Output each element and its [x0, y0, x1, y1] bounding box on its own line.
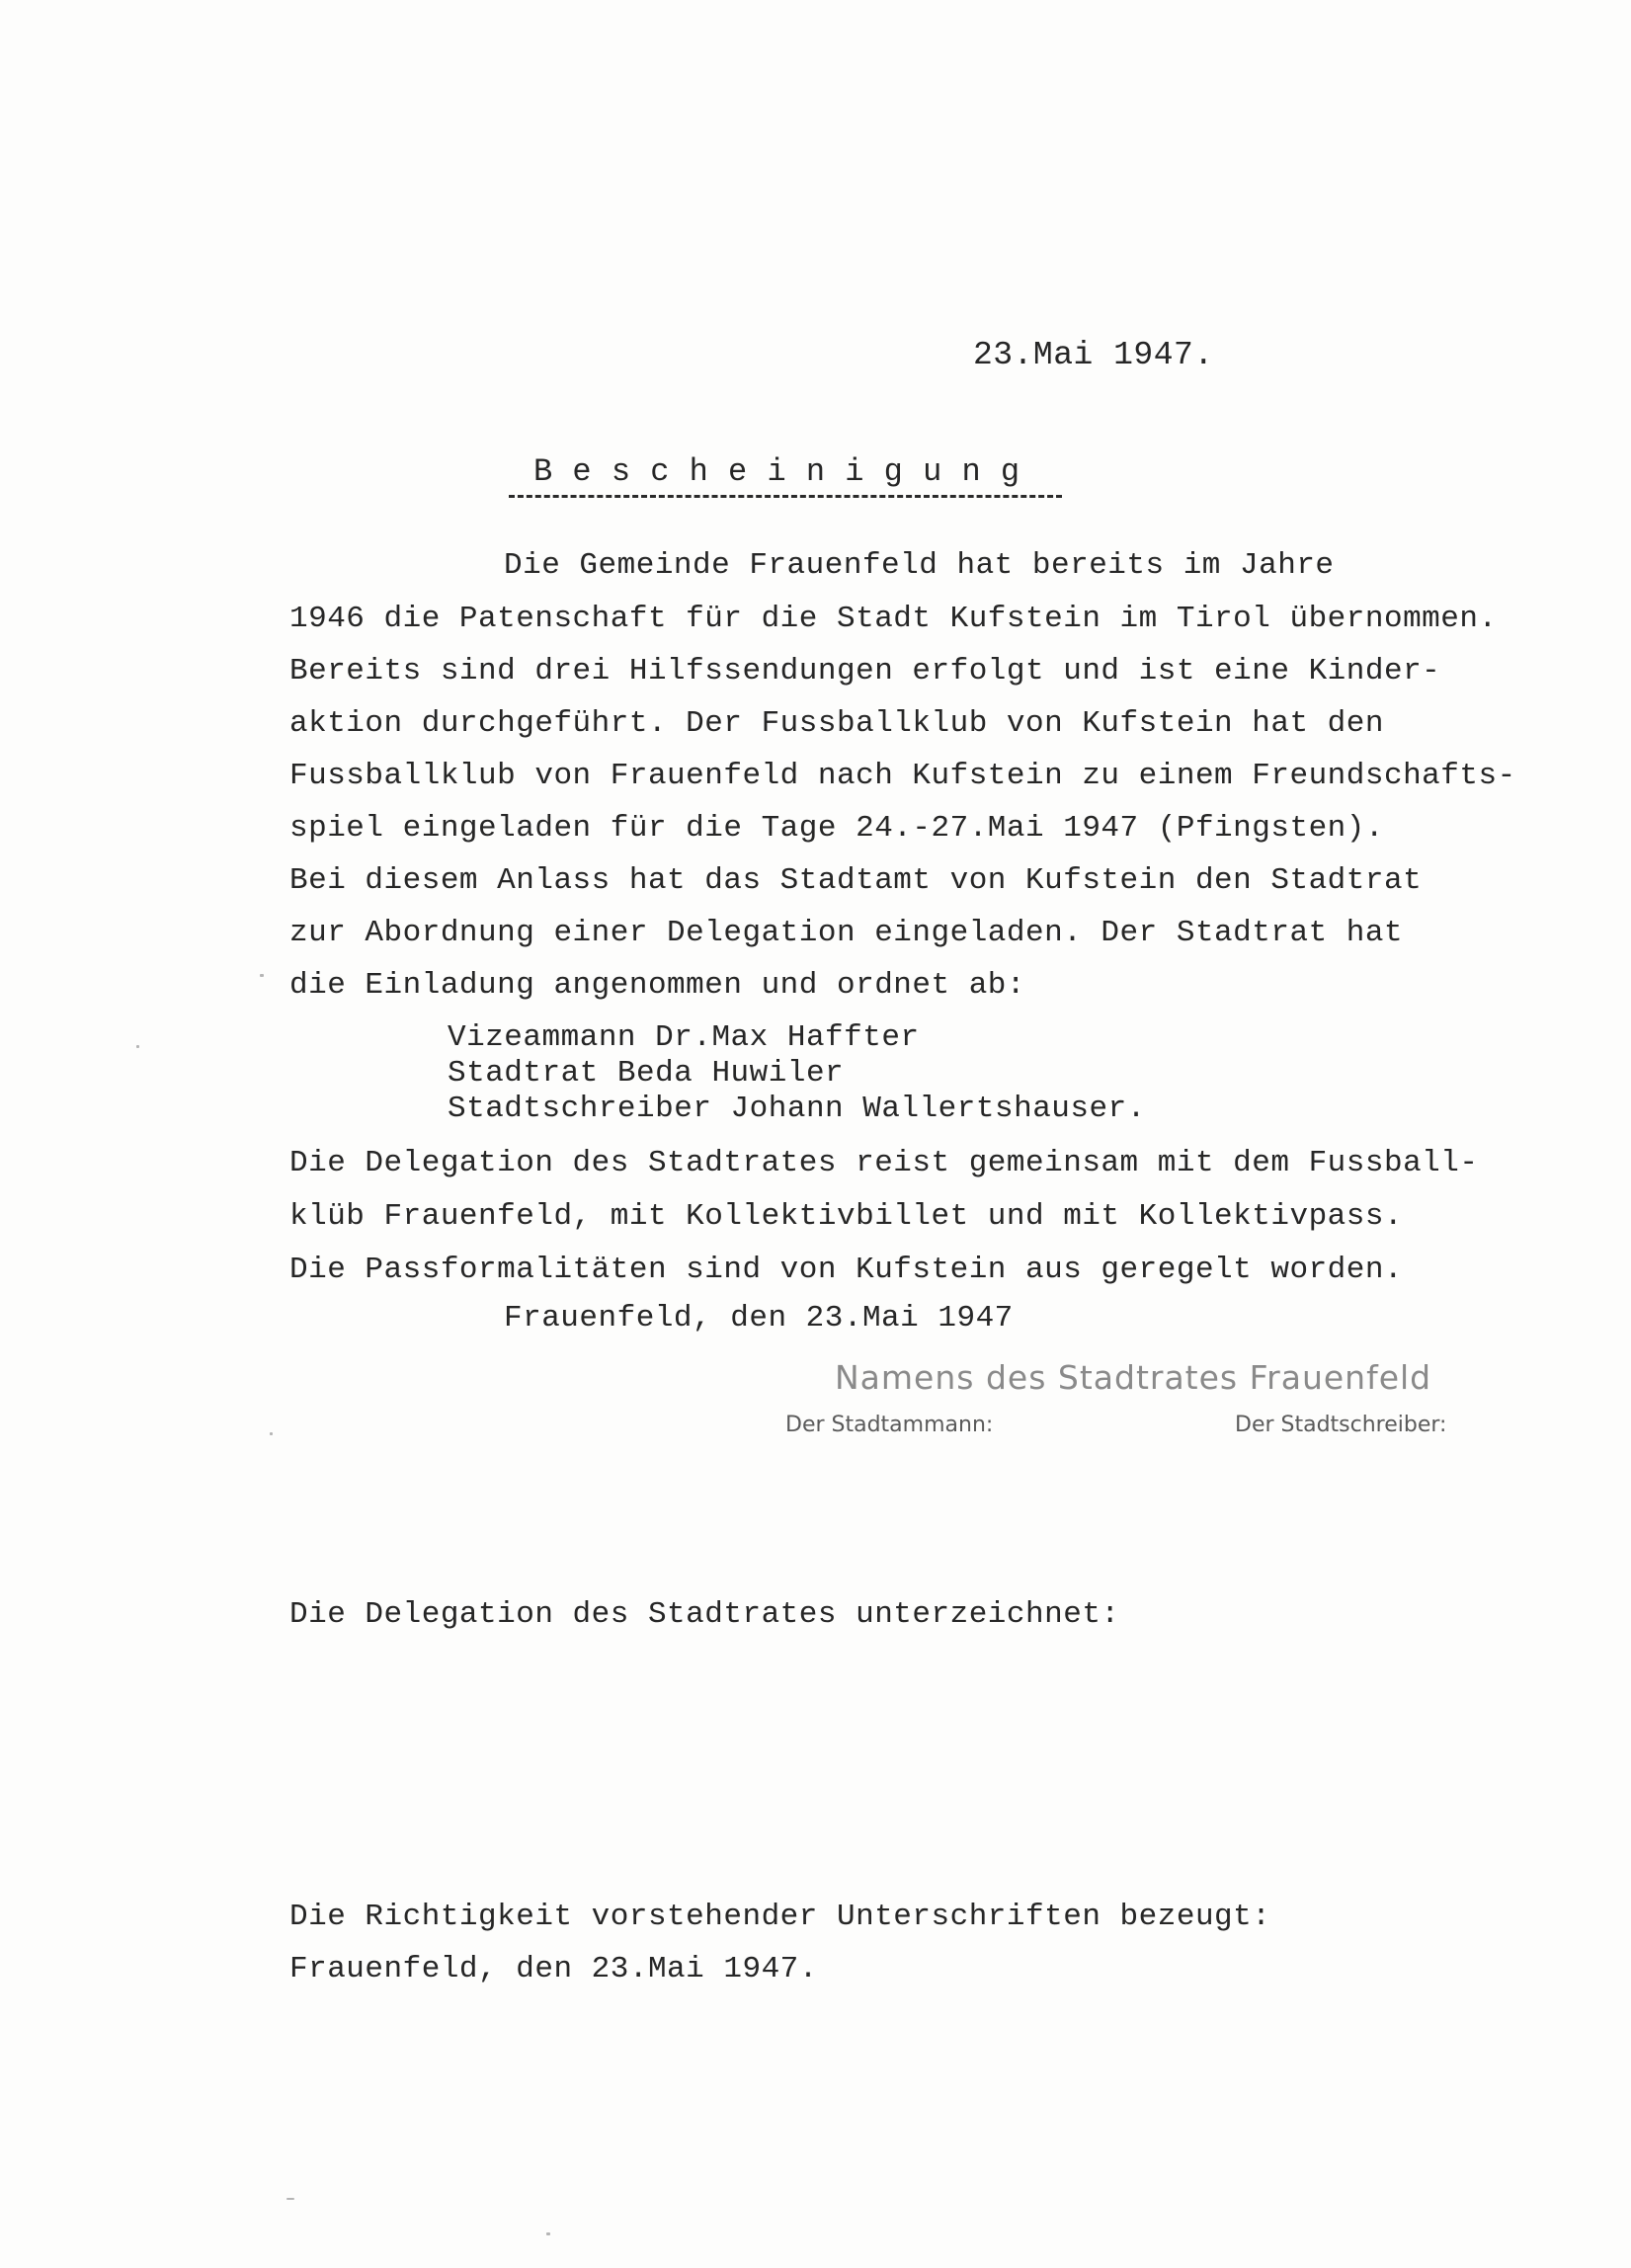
body-line: 1946 die Patenschaft für die Stadt Kufstein im Tirol übernommen.: [289, 602, 1498, 636]
attestation-place-date: Frauenfeld, den 23.Mai 1947.: [289, 1952, 818, 1986]
closing-line: Die Passformalitäten sind von Kufstein aus geregelt worden.: [289, 1253, 1404, 1287]
body-line: zur Abordnung einer Delegation eingeladen. Der Stadtrat hat: [289, 916, 1404, 950]
closing-line: klüb Frauenfeld, mit Kollektivbillet und mit Kollektivpass.: [289, 1199, 1404, 1234]
title-underline: [509, 495, 1062, 498]
body-line: Bei diesem Anlass hat das Stadtamt von Kufstein den Stadtrat: [289, 863, 1423, 898]
delegate-item: Vizeammann Dr.Max Haffter: [448, 1020, 920, 1055]
closing-line: Die Delegation des Stadtrates reist gemeinsam mit dem Fussball-: [289, 1146, 1479, 1180]
attestation-line: Die Richtigkeit vorstehender Unterschriften bezeugt:: [289, 1900, 1271, 1934]
delegate-item: Stadtrat Beda Huwiler: [448, 1056, 845, 1091]
scan-speck: [136, 1045, 139, 1048]
scan-speck: [260, 974, 264, 977]
stamp-heading: Namens des Stadtrates Frauenfeld: [835, 1358, 1432, 1397]
document-date: 23.Mai 1947.: [973, 337, 1214, 373]
stamp-label-stadtammann: Der Stadtammann:: [785, 1413, 994, 1437]
stamp-label-stadtschreiber: Der Stadtschreiber:: [1235, 1413, 1447, 1437]
body-line: die Einladung angenommen und ordnet ab:: [289, 968, 1026, 1003]
scan-speck: [546, 2232, 550, 2235]
delegate-item: Stadtschreiber Johann Wallertshauser.: [448, 1092, 1146, 1126]
place-date: Frauenfeld, den 23.Mai 1947: [504, 1301, 1014, 1336]
body-line: aktion durchgeführt. Der Fussballklub von Kufstein hat den: [289, 706, 1384, 741]
delegation-signature-line: Die Delegation des Stadtrates unterzeichnet:: [289, 1597, 1120, 1632]
body-line: spiel eingeladen für die Tage 24.-27.Mai 1947 (Pfingsten).: [289, 811, 1384, 846]
body-line: Bereits sind drei Hilfssendungen erfolgt und ist eine Kinder-: [289, 654, 1441, 688]
body-line: Die Gemeinde Frauenfeld hat bereits im Jahre: [504, 548, 1335, 583]
document-title: B e s c h e i n i g u n g: [533, 453, 1020, 490]
scan-speck: [286, 2198, 294, 2200]
body-line: Fussballklub von Frauenfeld nach Kufstein zu einem Freundschafts-: [289, 759, 1516, 793]
scan-speck: [270, 1432, 273, 1435]
